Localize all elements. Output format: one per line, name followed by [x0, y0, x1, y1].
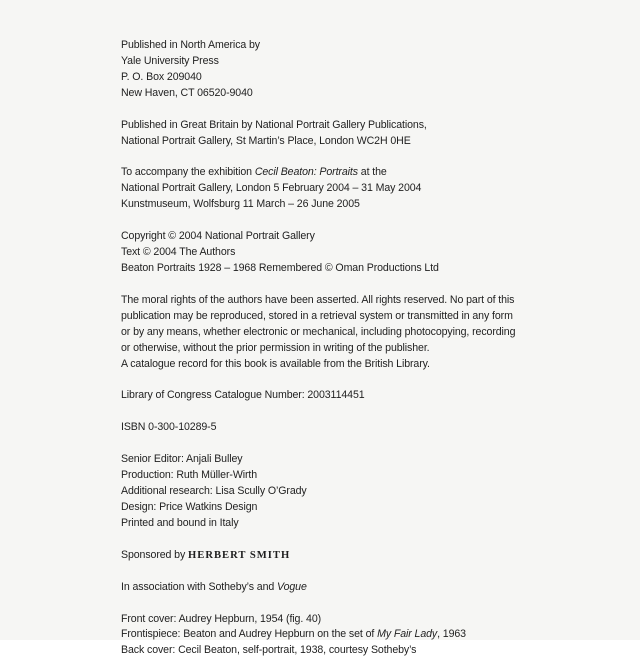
credit-line: Additional research: Lisa Scully O’Grady [121, 485, 307, 498]
association-line: In association with Sotheby’s and Vogue [121, 580, 307, 593]
credit-line: Production: Ruth Müller-Wirth [121, 469, 258, 482]
rights-line: A catalogue record for this book is available from the British Library. [121, 357, 430, 370]
copyright-line: Copyright © 2004 National Portrait Gallery [121, 230, 315, 243]
copyright-line: Text © 2004 The Authors [121, 246, 236, 259]
exhibition-title: Cecil Beaton: Portraits [254, 166, 358, 179]
publisher-na-line: New Haven, CT 06520-9040 [121, 86, 253, 99]
credits-block [121, 452, 621, 532]
rights-statement [121, 293, 621, 373]
rights-line: The moral rights of the authors have been asserted. All rights reserved. No part of this [121, 293, 515, 306]
credit-line: Senior Editor: Anjali Bulley [121, 453, 243, 466]
sponsor-name: HERBERT SMITH [188, 549, 291, 561]
exhibition-line: National Portrait Gallery, London 5 February 2004 – 31 May 2004 [121, 182, 422, 195]
publisher-gb-line: Published in Great Britain by National Portrait Gallery Publications, [121, 118, 427, 131]
copyright-line: Beaton Portraits 1928 – 1968 Remembered © Oman Productions Ltd [121, 261, 439, 274]
exhibition-line: Kunstmuseum, Wolfsburg 11 March – 26 June 2005 [121, 198, 360, 211]
exhibition-line: To accompany the exhibition Cecil Beaton: Portraits at the [121, 166, 387, 179]
publisher-na-line: P. O. Box 209040 [121, 70, 202, 83]
rights-line: or by any means, whether electronic or mechanical, including photocopying, recording [121, 325, 516, 338]
front-cover-credit: Front cover: Audrey Hepburn, 1954 (fig. 40) [121, 612, 322, 625]
back-cover-credit: Back cover: Cecil Beaton, self-portrait, 1938, courtesy Sotheby’s [121, 644, 417, 657]
library-of-congress-number: Library of Congress Catalogue Number: 2003114451 [121, 389, 365, 402]
frontispiece-credit: Frontispiece: Beaton and Audrey Hepburn on the set of My Fair Lady, 1963 [121, 628, 466, 641]
isbn: ISBN 0-300-10289-5 [121, 421, 217, 434]
publisher-na-line: Published in North America by [121, 39, 261, 51]
rights-line: or otherwise, without the prior permission in writing of the publisher. [121, 341, 430, 354]
credit-line: Design: Price Watkins Design [121, 500, 258, 513]
rights-line: publication may be reproduced, stored in a retrieval system or transmitted in any form [121, 309, 513, 322]
film-title: My Fair Lady [377, 628, 438, 641]
imprint-text [121, 38, 621, 659]
publisher-na-line: Yale University Press [121, 54, 219, 67]
credit-line: Printed and bound in Italy [121, 516, 239, 529]
publisher-north-america [121, 38, 621, 102]
association-magazine: Vogue [277, 580, 307, 593]
exhibition-info [121, 165, 621, 213]
cover-credits [121, 612, 621, 659]
publisher-great-britain [121, 118, 621, 150]
sponsor-line: Sponsored by HERBERT SMITH [121, 548, 291, 561]
copyright-block [121, 229, 621, 277]
publisher-gb-line: National Portrait Gallery, St Martin’s Place, London WC2H 0HE [121, 134, 411, 147]
